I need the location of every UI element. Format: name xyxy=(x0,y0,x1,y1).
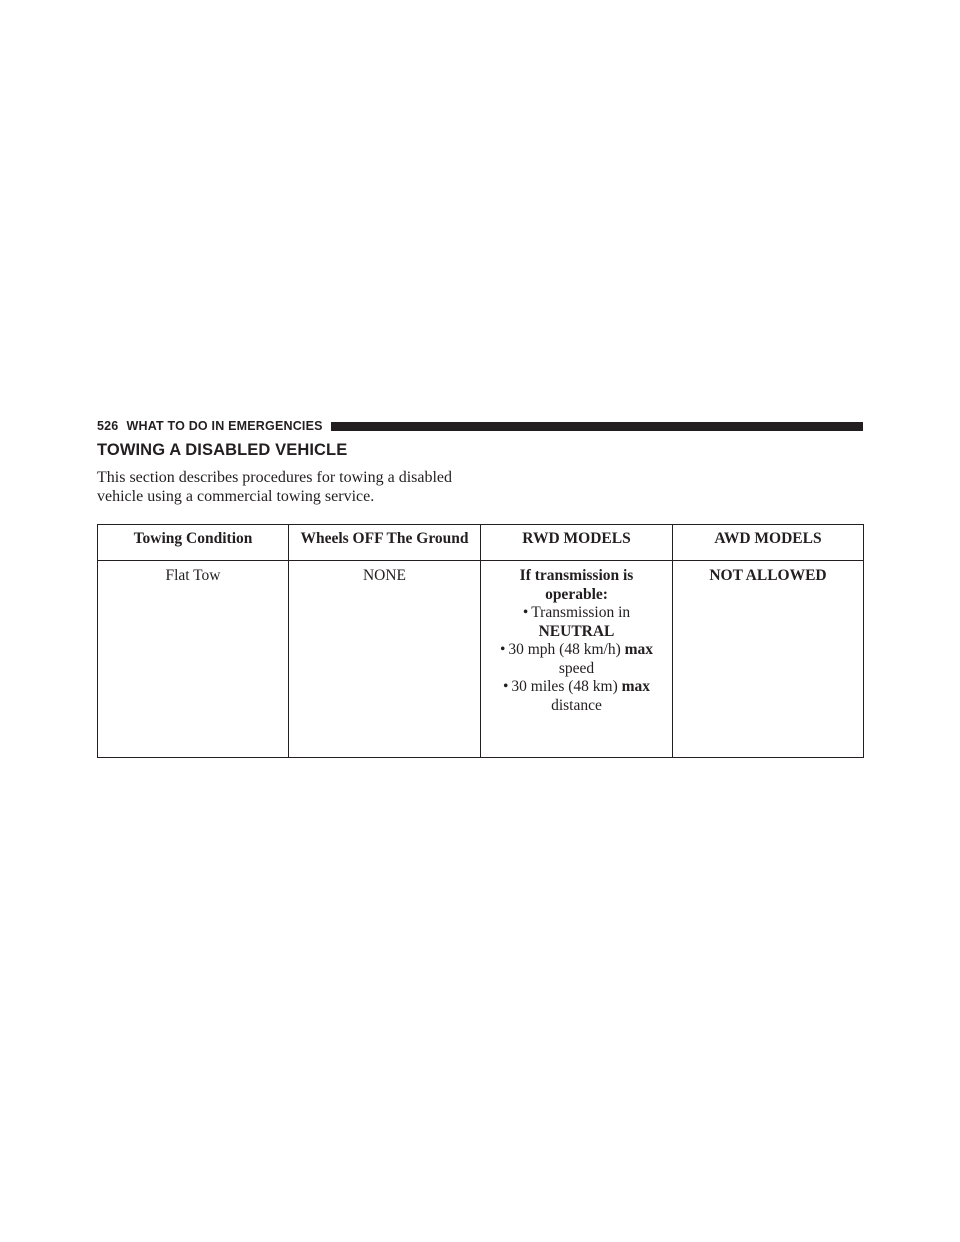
rwd-item-text: 30 miles (48 km) xyxy=(511,678,618,695)
cell-wheels-off: NONE xyxy=(289,561,481,758)
table-header-row xyxy=(98,525,864,561)
rwd-bullet-item xyxy=(491,641,662,678)
cell-rwd-models xyxy=(481,561,673,758)
rwd-item-text: 30 mph (48 km/h) xyxy=(508,641,621,658)
page-number: 526 xyxy=(97,419,119,433)
column-header-wheels-off: Wheels OFF The Ground xyxy=(289,525,481,561)
bullet-icon: • xyxy=(522,604,529,621)
rwd-bullet-item xyxy=(491,604,662,641)
bullet-icon: • xyxy=(502,678,509,695)
column-header-awd-models: AWD MODELS xyxy=(673,525,864,561)
rwd-condition-heading: If transmission is operable: xyxy=(519,567,634,603)
rwd-item-emph: max xyxy=(621,678,651,695)
section-title: TOWING A DISABLED VEHICLE xyxy=(97,441,348,459)
column-header-towing-condition: Towing Condition xyxy=(98,525,289,561)
table-row xyxy=(98,561,864,758)
rwd-item-text: Transmission in xyxy=(531,604,631,621)
column-header-rwd-models: RWD MODELS xyxy=(481,525,673,561)
bullet-icon: • xyxy=(499,641,506,658)
page-header xyxy=(97,419,863,433)
cell-awd-models: NOT ALLOWED xyxy=(673,561,864,758)
rwd-item-tail: speed xyxy=(558,659,595,677)
rwd-item-emph: NEUTRAL xyxy=(538,622,615,640)
intro-paragraph: This section describes procedures for towing a disabled vehicle using a commercial towing service. xyxy=(97,469,453,505)
cell-towing-condition: Flat Tow xyxy=(98,561,289,758)
running-section-title: WHAT TO DO IN EMERGENCIES xyxy=(126,419,323,433)
rwd-item-emph: max xyxy=(624,641,654,658)
towing-table xyxy=(97,524,864,758)
rwd-item-tail: distance xyxy=(551,696,602,714)
rwd-bullet-item xyxy=(491,678,662,715)
header-rule xyxy=(331,422,863,431)
